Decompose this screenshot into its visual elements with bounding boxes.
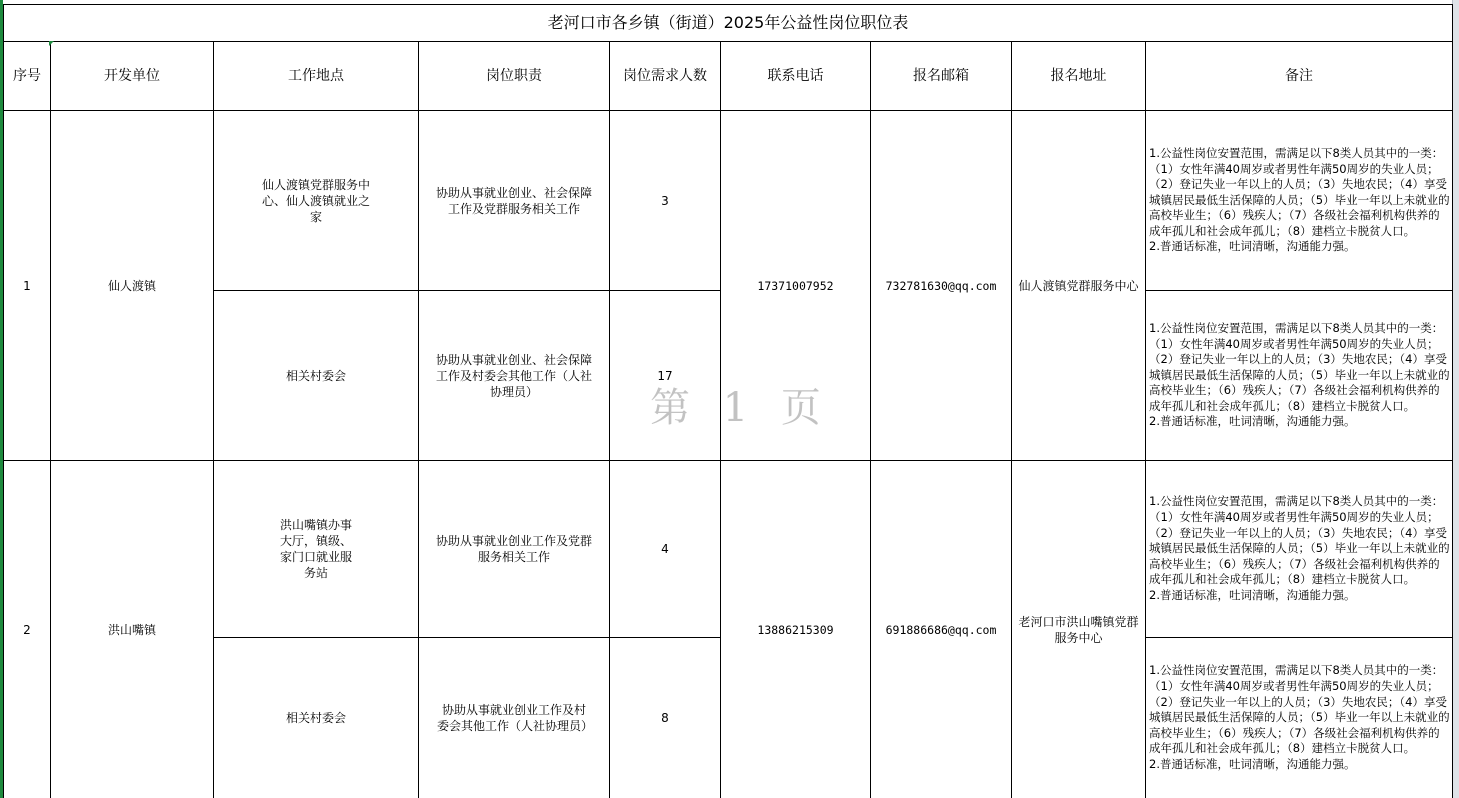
group-2-row-1-count: 4 <box>610 461 721 638</box>
header-address: 报名地址 <box>1012 42 1146 111</box>
remark-line-1: 1.公益性岗位安置范围，需满足以下8类人员其中的一类：（1）女性年满40周岁或者男性年满50周岁的失业人员；（2）登记失业一年以上的人员；（3）失地农民；（4）享受城镇居民最低生活保障的人员；（5）毕业一年以上未就业的高校毕业生；（6）残疾人；（7）各级社会福利机构供养的成年孤儿和社会成年孤儿；（8）建档立卡脱贫人口。 <box>1149 145 1450 238</box>
group-2-email: 691886686@qq.com <box>871 461 1012 798</box>
group-2-index: 2 <box>3 461 51 798</box>
remark-line-1: 1.公益性岗位安置范围，需满足以下8类人员其中的一类：（1）女性年满40周岁或者男性年满50周岁的失业人员；（2）登记失业一年以上的人员；（3）失地农民；（4）享受城镇居民最低生活保障的人员；（5）毕业一年以上未就业的高校毕业生；（6）残疾人；（7）各级社会福利机构供养的成年孤儿和社会成年孤儿；（8）建档立卡脱贫人口。 <box>1149 320 1450 413</box>
group-1-row-1-location: 仙人渡镇党群服务中心、仙人渡镇就业之家 <box>214 111 419 291</box>
remark-line-1: 1.公益性岗位安置范围，需满足以下8类人员其中的一类：（1）女性年满40周岁或者男性年满50周岁的失业人员；（2）登记失业一年以上的人员；（3）失地农民；（4）享受城镇居民最低生活保障的人员；（5）毕业一年以上未就业的高校毕业生；（6）残疾人；（7）各级社会福利机构供养的成年孤儿和社会成年孤儿；（8）建档立卡脱贫人口。 <box>1149 494 1450 587</box>
header-email: 报名邮箱 <box>871 42 1012 111</box>
header-phone: 联系电话 <box>721 42 871 111</box>
group-2-row-1-duty: 协助从事就业创业工作及党群服务相关工作 <box>419 461 610 638</box>
group-1-email: 732781630@qq.com <box>871 111 1012 461</box>
vertical-scrollbar[interactable] <box>1452 0 1459 798</box>
group-2-unit: 洪山嘴镇 <box>51 461 214 798</box>
group-1-index: 1 <box>3 111 51 461</box>
header-duty: 岗位职责 <box>419 42 610 111</box>
group-1-row-1-count: 3 <box>610 111 721 291</box>
remark-line-2: 2.普通话标准，吐词清晰，沟通能力强。 <box>1149 756 1356 771</box>
group-1-unit: 仙人渡镇 <box>51 111 214 461</box>
header-unit: 开发单位 <box>51 42 214 111</box>
cell-comment-marker <box>49 41 54 46</box>
group-1-row-2-remark <box>1146 291 1453 461</box>
group-1-row-1-duty: 协助从事就业创业、社会保障工作及党群服务相关工作 <box>419 111 610 291</box>
group-1-address: 仙人渡镇党群服务中心 <box>1012 111 1146 461</box>
group-2-row-1-remark <box>1146 461 1453 638</box>
group-1-row-2-duty: 协助从事就业创业、社会保障工作及村委会其他工作（人社协理员） <box>419 291 610 461</box>
group-2-address: 老河口市洪山嘴镇党群服务中心 <box>1012 461 1146 798</box>
table-title: 老河口市各乡镇（街道）2025年公益性岗位职位表 <box>3 4 1453 42</box>
remark-line-2: 2.普通话标准，吐词清晰，沟通能力强。 <box>1149 587 1356 602</box>
header-location: 工作地点 <box>214 42 419 111</box>
group-2-row-2-location: 相关村委会 <box>214 638 419 798</box>
page-watermark: 第 1 页 <box>650 385 831 431</box>
group-1-row-2-count: 17 <box>610 291 721 461</box>
remark-line-2: 2.普通话标准，吐词清晰，沟通能力强。 <box>1149 239 1356 254</box>
group-1-row-2-location: 相关村委会 <box>214 291 419 461</box>
header-index: 序号 <box>3 42 51 111</box>
remark-line-1: 1.公益性岗位安置范围，需满足以下8类人员其中的一类：（1）女性年满40周岁或者男性年满50周岁的失业人员；（2）登记失业一年以上的人员；（3）失地农民；（4）享受城镇居民最低生活保障的人员；（5）毕业一年以上未就业的高校毕业生；（6）残疾人；（7）各级社会福利机构供养的成年孤儿和社会成年孤儿；（8）建档立卡脱贫人口。 <box>1149 663 1450 756</box>
group-2-row-1-location: 洪山嘴镇办事大厅，镇级、家门口就业服务站 <box>214 461 419 638</box>
remark-line-2: 2.普通话标准，吐词清晰，沟通能力强。 <box>1149 414 1356 429</box>
header-remark: 备注 <box>1146 42 1453 111</box>
group-2-row-2-count: 8 <box>610 638 721 798</box>
group-2-row-2-remark <box>1146 638 1453 798</box>
group-1-phone: 17371007952 <box>721 111 871 461</box>
header-count: 岗位需求人数 <box>610 42 721 111</box>
group-2-row-2-duty: 协助从事就业创业工作及村委会其他工作（人社协理员） <box>419 638 610 798</box>
group-1-row-1-remark <box>1146 111 1453 291</box>
group-2-phone: 13886215309 <box>721 461 871 798</box>
